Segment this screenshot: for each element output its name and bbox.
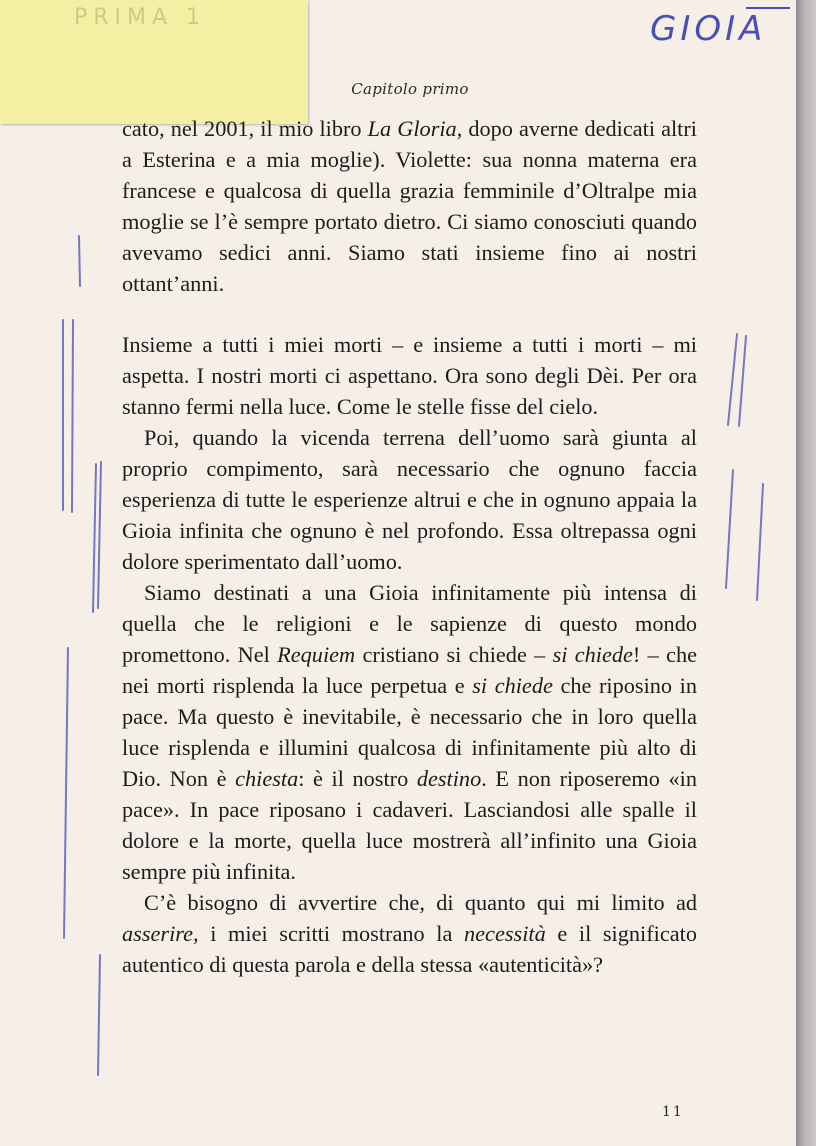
- pen-mark: [739, 336, 746, 426]
- svg-text:GIOIA: GIOIA: [650, 9, 767, 49]
- pen-mark: [79, 236, 80, 286]
- pen-mark: [728, 334, 737, 425]
- sticky-note-text: [70, 2, 280, 30]
- body-text: [122, 113, 697, 980]
- pen-mark: [757, 484, 763, 600]
- running-head: Capitolo primo: [351, 80, 469, 98]
- pen-mark: [93, 464, 96, 612]
- pen-mark: [72, 320, 73, 512]
- sticky-note: [0, 0, 308, 124]
- page-edge: [796, 0, 816, 1146]
- pen-mark: [726, 470, 733, 588]
- pen-mark: [98, 955, 100, 1075]
- paragraph-1: cato, nel 2001, il mio libro La Gloria, dopo averne dedicati altri a Esterina e a mia moglie). Violette: sua nonna materna era francese e qualcosa di quella grazia femminile d’Oltralpe mia moglie se l’è sempre portato dietro. Ci siamo conosciuti quando avevamo sedici anni. Siamo stati insieme fino ai nostri ottant’anni.: [122, 116, 697, 296]
- paragraph-3: Poi, quando la vicenda terrena dell’uomo sarà giunta al proprio compimento, sarà necessario che ognuno faccia esperienza di tutte le esperienze altrui e che in ognuno appaia la Gioia infinita che ognuno è nel profondo. Essa oltrepassa ogni dolore sperimentato dall’uomo.: [122, 425, 697, 574]
- pen-mark: [98, 462, 101, 608]
- svg-text:PRIMA 1: PRIMA 1: [74, 5, 207, 30]
- handwritten-note: [646, 2, 796, 52]
- pen-mark: [64, 648, 68, 938]
- paragraph-2: Insieme a tutti i miei morti – e insieme a tutti i morti – mi aspetta. I nostri morti ci aspettano. Ora sono degli Dèi. Per ora stanno fermi nella luce. Come le stelle fisse del cielo.: [122, 332, 697, 419]
- page-number: 11: [662, 1104, 684, 1120]
- paragraph-5: C’è bisogno di avvertire che, di quanto qui mi limito ad asserire, i miei scritti mostrano la necessità e il significato autentico di questa parola e della stessa «autenticità»?: [122, 890, 697, 977]
- paragraph-4: Siamo destinati a una Gioia infinitamente più intensa di quella che le religioni e le sapienze di questo mondo promettono. Nel Requiem cristiano si chiede – si chiede! – che nei morti risplenda la luce perpetua e si chiede che riposino in pace. Ma questo è inevitabile, è necessario che in loro quella luce risplenda e illumini qualcosa di infinitamente più alto di Dio. Non è chiesta: è il nostro destino. E non riposeremo «in pace». In pace riposano i cadaveri. Lasciandosi alle spalle il dolore e la morte, quella luce mostrerà all’infinito una Gioia sempre più infinita.: [122, 580, 697, 884]
